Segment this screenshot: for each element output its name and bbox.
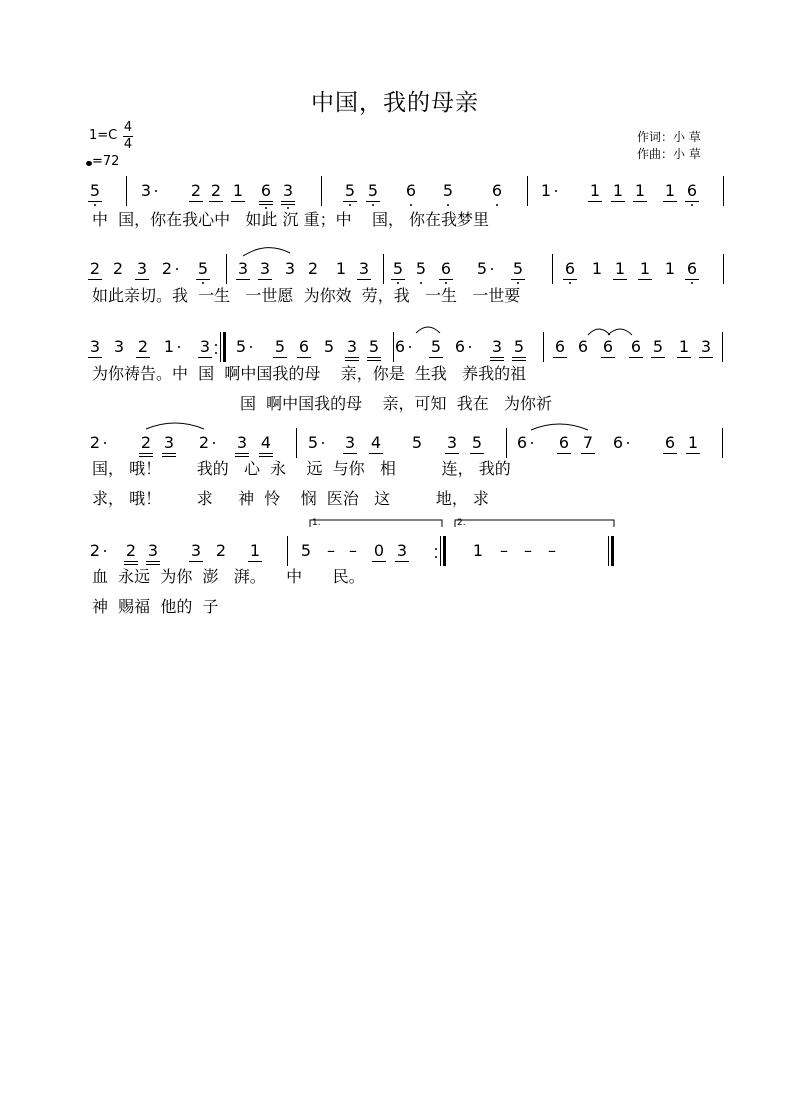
lyrics-line: 求， 哦！ 求 神 怜 悯 医治 这 地， 求 — [92, 489, 489, 508]
note: 2 — [210, 181, 222, 200]
note: 1 — [163, 337, 175, 356]
note: 3 — [113, 337, 125, 356]
note: – — [500, 541, 508, 560]
first-ending-label: 1. — [312, 518, 321, 528]
time-signature-bottom: 4 — [123, 137, 133, 152]
note: 3 — [190, 541, 202, 560]
note: 1 — [589, 181, 601, 200]
note: 3 — [199, 337, 211, 356]
note: – — [349, 541, 357, 560]
note: 5 — [367, 181, 379, 200]
lyrics-line: 如此亲切。我 一生 一世愿 为你效 劳，我 一生 一世要 — [92, 286, 521, 305]
note: 3 — [259, 259, 271, 278]
note: 3 — [237, 259, 249, 278]
note: 5 — [442, 181, 454, 200]
note: 5 — [415, 259, 427, 278]
note: 5 — [323, 337, 335, 356]
note: 6 — [612, 433, 624, 452]
note: 2 — [89, 541, 101, 560]
note: 6 — [554, 337, 566, 356]
note: 2 — [112, 259, 124, 278]
note: 6 — [558, 433, 570, 452]
note: 5 — [89, 181, 101, 200]
note: 2 — [139, 434, 153, 452]
note: 1 — [232, 181, 244, 200]
slur — [588, 329, 610, 335]
note: 6 — [394, 337, 406, 356]
composer-credit: 作曲：小 草 — [637, 147, 701, 161]
lyrics-line: 中 国，你在我心中 如此 沉 重；中 国， 你在我梦里 — [92, 210, 490, 229]
note: 5 — [430, 337, 442, 356]
note: 1 — [591, 259, 603, 278]
note: 1 — [664, 181, 676, 200]
note: 5 — [652, 337, 664, 356]
note: 7 — [582, 433, 594, 452]
note: 2 — [124, 542, 138, 560]
note: 5 — [307, 433, 319, 452]
ending-bracket — [455, 520, 614, 527]
note: 3 — [396, 541, 408, 560]
note: 5 — [411, 433, 423, 452]
lyrics-line: 为你祷告。中 国 啊中国我的母 亲，你是 生我 养我的祖 — [92, 364, 527, 383]
note: 1 — [634, 181, 646, 200]
note: 6 — [630, 337, 642, 356]
note: 5 — [392, 259, 404, 278]
note: 3 — [358, 259, 370, 278]
note: 1 — [639, 259, 651, 278]
slur — [608, 329, 632, 335]
note: 1 — [249, 541, 261, 560]
note: 4 — [370, 433, 382, 452]
note: 3 — [446, 433, 458, 452]
note: – — [548, 541, 556, 560]
lyrics-line: 国， 哦！ 我的 心 永 远 与你 相 连， 我的 — [92, 459, 511, 478]
note: 1 — [540, 181, 552, 200]
note: 6 — [491, 181, 503, 200]
lyrics-line: 血 永远 为你 澎 湃。 中 民。 — [92, 567, 365, 586]
note: – — [327, 541, 335, 560]
slur — [416, 327, 440, 333]
note: 6 — [454, 337, 466, 356]
note: 6 — [602, 337, 614, 356]
note: 5 — [476, 259, 488, 278]
note: 1 — [678, 337, 690, 356]
note: 1 — [612, 181, 624, 200]
note: 2 — [307, 259, 319, 278]
note: 5 — [274, 337, 286, 356]
note: 6 — [298, 337, 310, 356]
note: 3 — [136, 259, 148, 278]
note: 2 — [190, 181, 202, 200]
note: 3 — [284, 259, 296, 278]
note: 1 — [664, 259, 676, 278]
key-signature: 1=C — [89, 128, 118, 143]
tempo-marking: =72 — [86, 154, 119, 169]
note: 6 — [577, 337, 589, 356]
note: 6 — [440, 259, 452, 278]
note: 0 — [373, 541, 385, 560]
note: 1 — [614, 259, 626, 278]
slur — [531, 424, 588, 430]
note: 5 — [512, 259, 524, 278]
note: 3 — [344, 433, 356, 452]
note: 1 — [472, 541, 484, 560]
note: 5 — [512, 338, 526, 356]
second-ending-label: 2. — [457, 518, 466, 528]
note: 1 — [335, 259, 347, 278]
note: 2 — [198, 433, 210, 452]
note: 3 — [490, 338, 504, 356]
note: 2 — [89, 433, 101, 452]
note: 5 — [471, 433, 483, 452]
note: 6 — [259, 182, 273, 200]
note: 2 — [215, 541, 227, 560]
slur — [146, 423, 204, 429]
time-signature-top: 4 — [123, 120, 133, 135]
note: 4 — [259, 434, 273, 452]
note: 6 — [686, 181, 698, 200]
note: 3 — [146, 542, 160, 560]
note: 3 — [89, 337, 101, 356]
note: 3 — [162, 434, 176, 452]
note: 6 — [405, 181, 417, 200]
song-title: 中国，我的母亲 — [311, 90, 479, 116]
note: 6 — [664, 433, 676, 452]
note: 3 — [140, 181, 152, 200]
note: 2 — [137, 337, 149, 356]
note: 6 — [516, 433, 528, 452]
note: 3 — [345, 338, 359, 356]
note: 3 — [700, 337, 712, 356]
note: 3 — [235, 434, 249, 452]
note: – — [524, 541, 532, 560]
note: 5 — [300, 541, 312, 560]
slur — [243, 248, 290, 256]
note: 5 — [235, 337, 247, 356]
note: 2 — [89, 259, 101, 278]
lyrics-line: 国 啊中国我的母 亲，可知 我在 为你祈 — [240, 394, 552, 413]
lyrics-line: 神 赐福 他的 子 — [92, 597, 219, 616]
note: 5 — [197, 259, 209, 278]
note: 1 — [687, 433, 699, 452]
note: 3 — [281, 182, 295, 200]
ending-bracket — [310, 520, 442, 527]
note: 5 — [367, 338, 381, 356]
note: 5 — [344, 181, 356, 200]
note: 6 — [564, 259, 576, 278]
note: 6 — [686, 259, 698, 278]
lyricist-credit: 作词：小 草 — [637, 130, 701, 144]
note: 2 — [161, 259, 173, 278]
